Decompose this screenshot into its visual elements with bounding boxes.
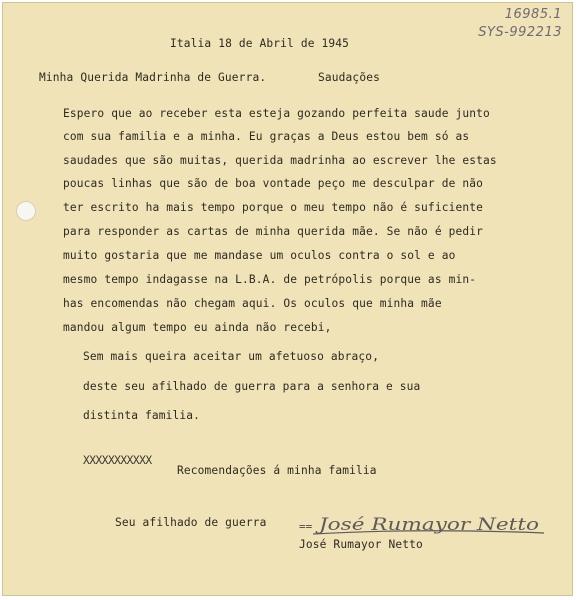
struck-out-text: XXXXXXXXXXX	[83, 454, 152, 467]
body-line: ter escrito ha mais tempo porque o meu tempo não é suficiente	[63, 201, 484, 214]
body-line: muito gostaria que me mandase um oculos contra o sol e ao	[63, 249, 456, 262]
signoff: Seu afilhado de guerra	[115, 516, 267, 529]
closing-line: distinta familia.	[83, 409, 201, 422]
typed-name: José Rumayor Netto	[299, 538, 423, 551]
letter-page	[2, 2, 573, 596]
body-line: mandou algum tempo eu ainda não recebi,	[63, 321, 332, 334]
closing-line: Sem mais queira aceitar um afetuoso abraço,	[83, 350, 380, 363]
signature-prefix: ==	[299, 520, 313, 533]
body-line: Espero que ao receber esta esteja gozando perfeita saude junto	[63, 107, 490, 120]
body-line: has encomendas não chegam aqui. Os oculos que minha mãe	[63, 297, 442, 310]
signature-script: José Rumayor Netto	[315, 515, 539, 535]
archive-number: 16985.1	[504, 7, 562, 22]
signature-drawing	[299, 512, 549, 538]
archive-code: SYS-992213	[478, 25, 562, 40]
regards-line: Recomendações á minha familia	[177, 464, 377, 477]
closing-line: deste seu afilhado de guerra para a senhora e sua	[83, 380, 421, 393]
punch-hole	[16, 201, 36, 221]
body-line: com sua familia e a minha. Eu graças a Deus estou bem só as	[63, 130, 470, 143]
body-line: mesmo tempo indagasse na L.B.A. de petrópolis porque as min-	[63, 273, 477, 286]
body-line: para responder as cartas de minha querida mãe. Se não é pedir	[63, 225, 484, 238]
dateline: Italia 18 de Abril de 1945	[170, 37, 350, 50]
salutation: Minha Querida Madrinha de Guerra.	[39, 71, 267, 84]
body-line: poucas linhas que são de boa vontade peço me desculpar de não	[63, 177, 484, 190]
body-line: saudades que são muitas, querida madrinha ao escrever lhe estas	[63, 154, 497, 167]
handwritten-signature	[299, 512, 549, 538]
greeting: Saudações	[318, 71, 380, 84]
